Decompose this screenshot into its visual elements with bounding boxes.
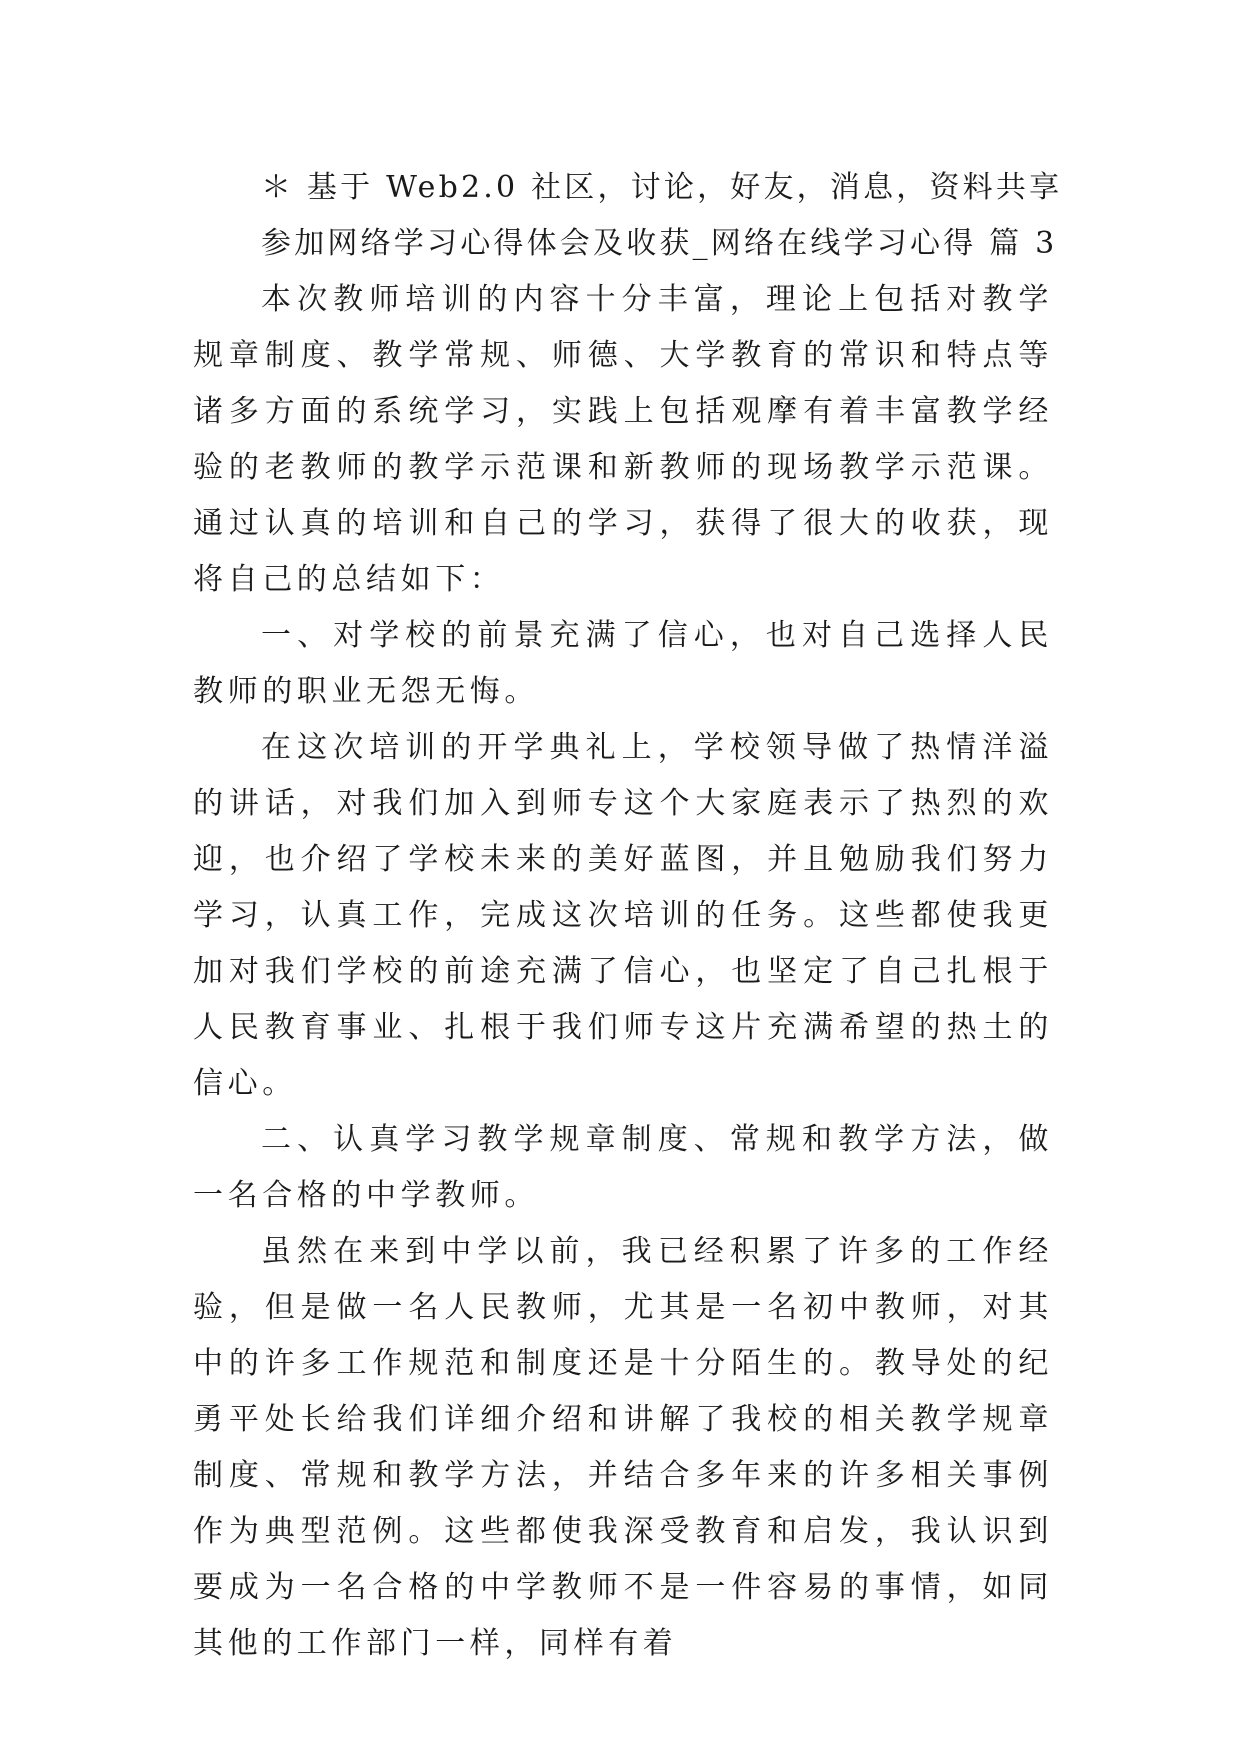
paragraph: 虽然在来到中学以前，我已经积累了许多的工作经验，但是做一名人民教师，尤其是一名初中教师，对其中的许多工作规范和制度还是十分陌生的。教导处的纪勇平处长给我们详细介绍和讲解了我校的相关教学规章制度、常规和教学方法，并结合多年来的许多相关事例作为典型范例。这些都使我深受教育和启发，我认识到要成为一名合格的中学教师不是一件容易的事情，如同其他的工作部门一样，同样有着	[193, 1234, 1053, 1661]
document-body	[193, 160, 1063, 1672]
paragraph: 本次教师培训的内容十分丰富，理论上包括对教学规章制度、教学常规、师德、大学教育的常识和特点等诸多方面的系统学习，实践上包括观摩有着丰富教学经验的老教师的教学示范课和新教师的现场教学示范课。通过认真的培训和自己的学习，获得了很大的收获，现将自己的总结如下：	[193, 282, 1053, 597]
bullet-line: ＊ 基于 Web2.0 社区，讨论，好友，消息，资料共享	[261, 170, 1063, 205]
paragraph: 在这次培训的开学典礼上，学校领导做了热情洋溢的讲话，对我们加入到师专这个大家庭表示了热烈的欢迎，也介绍了学校未来的美好蓝图，并且勉励我们努力学习，认真工作，完成这次培训的任务。这些都使我更加对我们学校的前途充满了信心，也坚定了自己扎根于人民教育事业、扎根于我们师专这片充满希望的热土的信心。	[193, 730, 1053, 1101]
article-title: 参加网络学习心得体会及收获_网络在线学习心得 篇 3	[261, 226, 1058, 261]
section-heading: 一、对学校的前景充满了信心，也对自己选择人民教师的职业无怨无悔。	[193, 618, 1053, 709]
section-heading: 二、认真学习教学规章制度、常规和教学方法，做一名合格的中学教师。	[193, 1122, 1053, 1213]
